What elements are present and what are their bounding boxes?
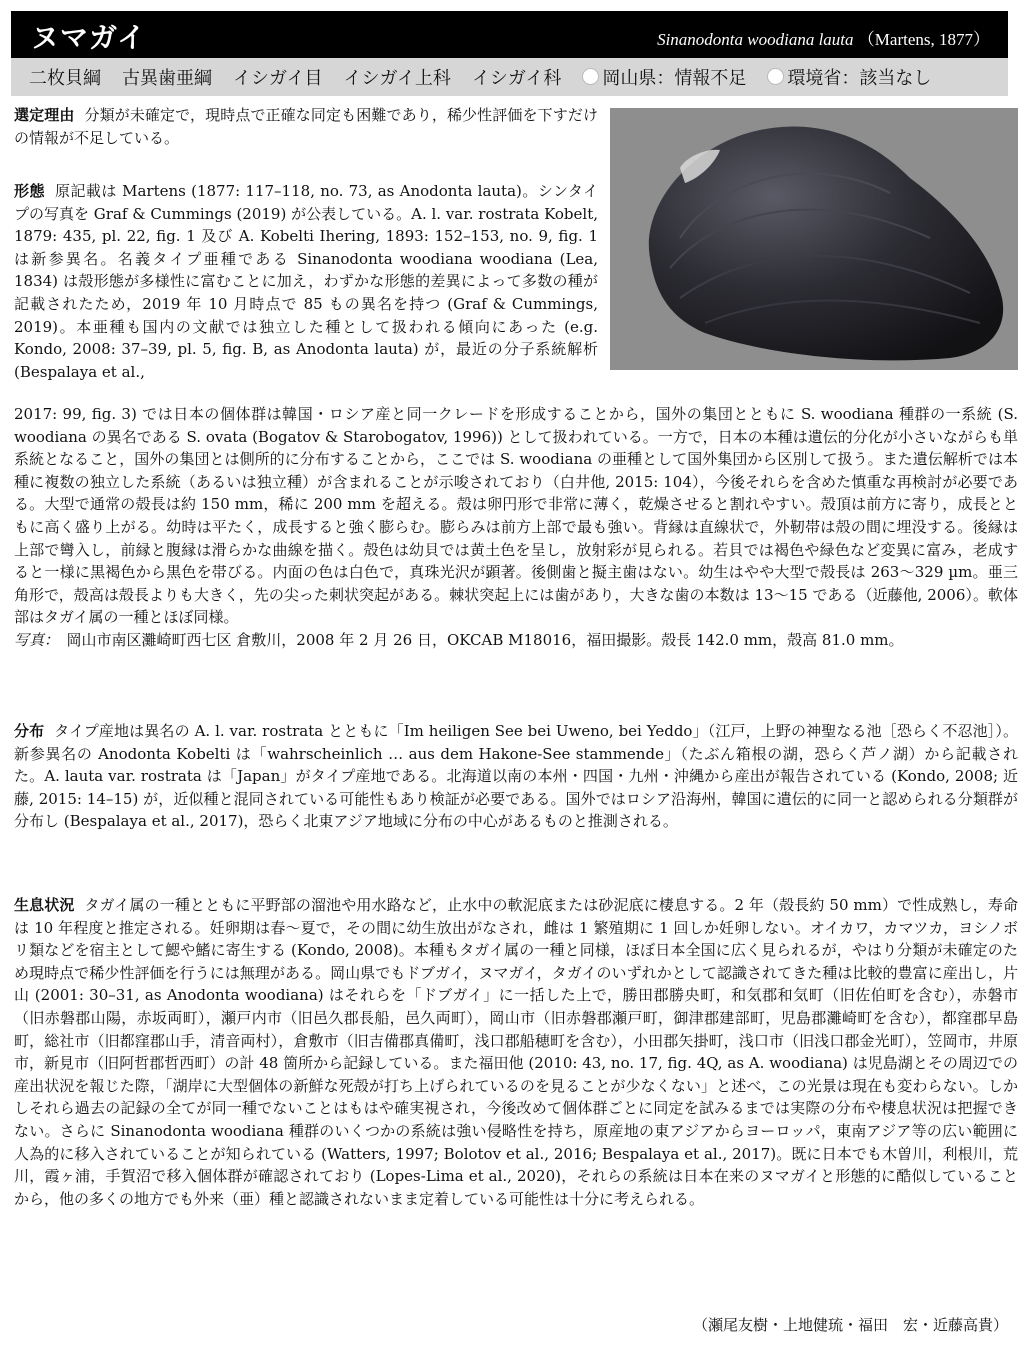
scientific-name	[657, 25, 990, 50]
distribution-text: タイプ産地は異名の A. l. var. rostrata とともに「Im heiligen See bei Uweno, bei Yeddo」（江戸，上野の神聖なる池［恐らく不忍池］）。新参異名の Anodonta Kobelti は「wahrscheinlich … aus dem Hakone-See stammende」（たぶん箱根の湖，恐らく芦ノ湖）から記載された。A. lauta var. rostrata は「Japan」がタイプ産地である。北海道以南の本州・四国・九州・沖縄から産出が報告されている (Kondo, 2008; 近藤, 2015: 14–15) が，近似種と混同されている可能性もあり検証が必要である。国外ではロシア沿海州，韓国に遺伝的に同一と認められる分類群が分布し (Bespalaya et al., 2017)，恐らく北東アジア地域に分布の中心があるものと推測される。	[14, 722, 1018, 831]
photo-label: 写真：	[14, 630, 52, 649]
morphology-text-rest: 2017: 99, fig. 3) では日本の個体群は韓国・ロシア産と同一クレードを形成することから，国外の集団とともに S. woodiana 種群の一系統 (S. woodiana の異名である S. ovata (Bogatov & Starobogatov, 1996)) として扱われている。一方で，日本の本種は遺伝的分化が小さいながらも単系統となること，国外の集団とは側所的に分布することから，ここでは S. woodiana の亜種として国外集団から区別して扱う。また遺伝解析では本種に複数の独立した系統（あるいは独立種）が含まれることが示唆されており（白井他, 2015: 104），今後それらを含めた慎重な再検討が必要である。大型で通常の殻長は約 150 mm，稀に 200 mm を超える。殻は卵円形で非常に薄く，乾燥させると割れやすい。殻頂は前方に寄り，成長とともに高く盛り上がる。幼時は平たく，成長すると強く膨らむ。膨らみは前方上部で最も強い。背縁は直線状で，外靭帯は殻の間に埋没する。後縁は上部で彎入し，前縁と腹縁は滑らかな曲線を描く。殻色は幼貝では黄土色を呈し，放射彩が見られる。若貝では褐色や緑色など変異に富み，老成すると一様に黒褐色から黒色を帯びる。内面の色は白色で，真珠光沢が顕著。後側歯と擬主歯はない。幼生はやや大型で殻長は 263〜329 µm。亜三角形で，殻高は殻長よりも大きく，先の尖った刺状突起がある。棘状突起上には歯があり，大きな歯の本数は 13〜15 である（近藤他, 2006）。軟体部はタガイ属の一種とほぼ同様。	[14, 405, 1018, 627]
section-morphology-top	[14, 180, 598, 383]
order-rank: イシガイ目	[233, 68, 323, 89]
scientific-name-binomial: Sinanodonta woodiana lauta	[657, 30, 854, 49]
photo-caption: 岡山市南区灘崎町西七区 倉敷川，2008 年 2 月 26 日，OKCAB M18016，福田撮影。殻長 142.0 mm，殻高 81.0 mm。	[66, 630, 904, 649]
habitat-heading: 生息状況	[14, 896, 75, 914]
section-morphology-rest	[14, 403, 1018, 652]
japanese-name: ヌマガイ	[31, 21, 147, 54]
title-bar	[11, 11, 1008, 58]
shell-photo	[610, 108, 1018, 370]
reason-text: 分類が未確定で，現時点で正確な同定も困難であり，稀少性評価を下すだけの情報が不足している。	[14, 106, 598, 147]
shell-illustration	[610, 108, 1018, 370]
subclass-rank: 古異歯亜綱	[122, 68, 212, 89]
status-okayama: 岡山県：情報不足	[582, 64, 746, 90]
family-rank: イシガイ科	[471, 68, 562, 89]
circle-icon	[582, 68, 599, 85]
classification-bar	[11, 58, 1008, 96]
morphology-heading: 形態	[14, 182, 45, 200]
section-distribution	[14, 720, 1018, 833]
morphology-text-top: 原記載は Martens (1877: 117–118, no. 73, as Anodonta lauta)。シンタイプの写真を Graf & Cummings (2019) が公表している。A. l. var. rostrata Kobelt, 1879: 435, pl. 22, fig. 1 及び A. Kobelti Ihering, 1893: 152–153, no. 9, fig. 1 は新参異名。名義タイプ亜種である Sinanodonta woodiana woodiana (Lea, 1834) は殻形態が多様性に富むことに加え，わずかな形態的差異によって多数の種が記載されたため，2019 年 10 月時点で 85 もの異名を持つ (Graf & Cummings, 2019)。本亜種も国内の文献では独立した種として扱われる傾向にあった (e.g. Kondo, 2008: 37–39, pl. 5, fig. B, as Anodonta lauta) が，最近の分子系統解析 (Bespalaya et al.,	[14, 182, 598, 381]
reason-heading: 選定理由	[14, 106, 75, 124]
section-reason	[14, 104, 598, 149]
status-moe: 環境省：該当なし	[767, 64, 931, 90]
habitat-text: タガイ属の一種とともに平野部の溜池や用水路など，止水中の軟泥底または砂泥底に棲息する。2 年（殻長約 50 mm）で性成熟し，寿命は 10 年程度と推定される。妊卵期は春〜夏で，その間に幼生放出がなされ，雌は 1 繁殖期に 1 回しか妊卵しない。オイカワ，カマツカ，ヨシノボリ類などを宿主として鰓や鰭に寄生する (Kondo, 2008)。本種もタガイ属の一種と同様，ほぼ日本全国に広く見られるが，やはり分類が未確定のため現時点で稀少性評価を行うには無理がある。岡山県でもドブガイ，ヌマガイ，タガイのいずれかとして認識されてきた種は比較的豊富に産出し，片山 (2001: 30–31, as Anodonta woodiana) はそれらを「ドブガイ」に一括した上で，勝田郡勝央町，和気郡和気町（旧佐伯町を含む），赤磐市（旧赤磐郡山陽，赤坂両町），瀬戸内市（旧邑久郡長船，邑久両町），岡山市（旧赤磐郡瀬戸町，御津郡建部町，児島郡灘崎町を含む），都窪郡早島町，総社市（旧都窪郡山手，清音両村），倉敷市（旧吉備郡真備町，浅口郡船穂町を含む），小田郡矢掛町，浅口市（旧浅口郡金光町），笠岡市，井原市，新見市（旧阿哲郡哲西町）の計 48 箇所から記録している。また福田他 (2010: 43, no. 17, fig. 4Q, as A. woodiana) は児島湖とその周辺での産出状況を報じた際，「湖岸に大型個体の新鮮な死殻が打ち上げられているのを見ることが少なくない」と述べ，この光景は現在も変わらない。しかしそれら過去の記録の全てが同一種でないことはもはや確実視され，今後改めて個体群ごとに同定を試みるまでは実際の分布や棲息状況は把握できない。さらに Sinanodonta woodiana 種群のいくつかの系統は強い侵略性を持ち，原産地の東アジアからヨーロッパ，東南アジア等の広い範囲に人為的に移入されていることが知られている (Watters, 1997; Bolotov et al., 2016; Bespalaya et al., 2017)。既に日本でも木曽川，利根川，荒川，霞ヶ浦，手賀沼で移入個体群が確認されており (Lopes-Lima et al., 2020)，それらの系統は日本在来のヌマガイと形態的に酷似していることから，他の多くの地方でも外来（亜）種と認識されないまま定着している可能性は十分に考えられる。	[14, 896, 1018, 1208]
circle-icon	[767, 68, 784, 85]
superfamily-rank: イシガイ上科	[343, 68, 451, 89]
scientific-name-author: （Martens, 1877）	[857, 30, 990, 49]
distribution-heading: 分布	[14, 722, 45, 740]
class-rank: 二枚貝綱	[29, 68, 101, 89]
authors: （瀬尾友樹・上地健琉・福田 宏・近藤高貴）	[692, 1316, 1008, 1334]
section-habitat	[14, 894, 1018, 1210]
